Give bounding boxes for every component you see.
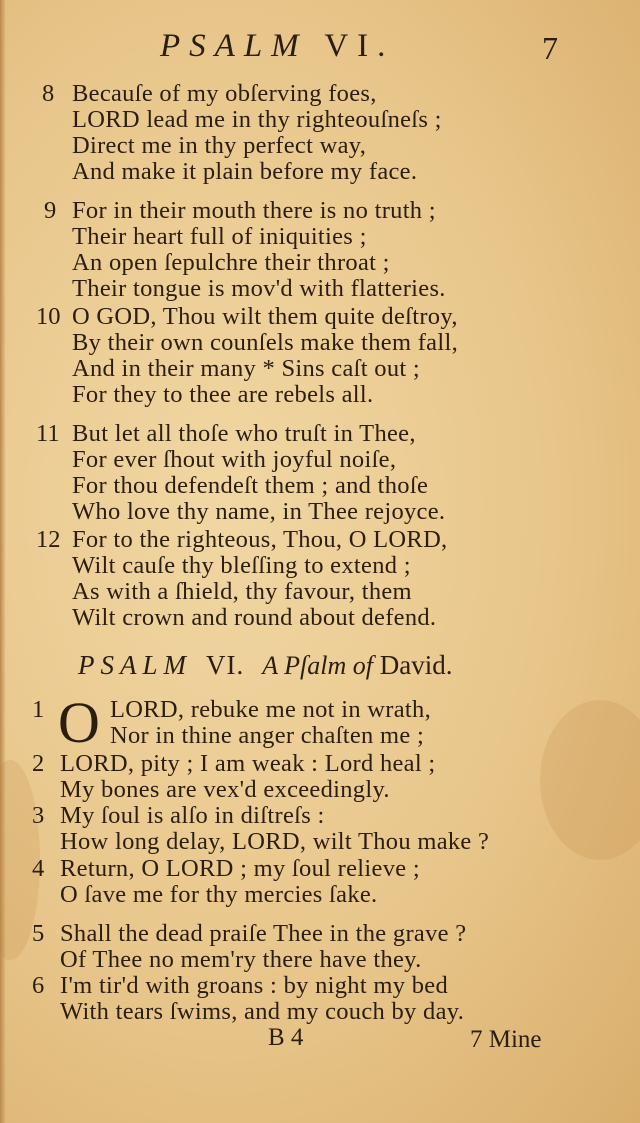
verse-line: Shall the dead praiſe Thee in the grave ?	[60, 920, 467, 947]
verse-line: For to the righteous, Thou, O LORD,	[72, 526, 448, 553]
verse-line: I'm tir'd with groans : by night my bed	[60, 972, 448, 999]
verse-line: O GOD, Thou wilt them quite deſtroy,	[72, 303, 458, 330]
verse-number: 11	[36, 420, 60, 447]
verse-line: By their own counſels make them fall,	[72, 329, 458, 356]
running-title-number: VI.	[324, 28, 395, 64]
verse-line: For ever ſhout with joyful noiſe,	[72, 446, 397, 473]
verse-line: Their tongue is mov'd with flatteries.	[72, 275, 446, 302]
psalm-heading-number: VI.	[206, 650, 245, 680]
verse-number: 5	[32, 920, 45, 947]
verse-line: Of Thee no mem'ry there have they.	[60, 946, 422, 973]
verse-line: For they to thee are rebels all.	[72, 381, 374, 408]
verse-line: Wilt cauſe thy bleſſing to extend ;	[72, 552, 411, 579]
page-footer	[0, 1024, 640, 1060]
verse-line: And make it plain before my face.	[72, 158, 418, 185]
signature-mark: B 4	[268, 1024, 304, 1051]
verse-line: For thou defendeſt them ; and thoſe	[72, 472, 429, 499]
verse-line: Wilt crown and round about defend.	[72, 604, 437, 631]
psalm-heading-author: David.	[379, 650, 453, 680]
verse-line: LORD, rebuke me not in wrath,	[110, 696, 432, 723]
verse-line: Becauſe of my obſerving foes,	[72, 80, 377, 107]
verse-line: Direct me in thy perfect way,	[72, 132, 367, 159]
verse-line: My bones are vex'd exceedingly.	[60, 776, 390, 803]
drop-cap: O	[58, 690, 100, 755]
verse-line: As with a ſhield, thy favour, them	[72, 578, 412, 605]
verse-number: 2	[32, 750, 45, 777]
running-title-word: PSALM	[160, 28, 308, 64]
verse-line: LORD lead me in thy righteouſneſs ;	[72, 106, 442, 133]
verse-number: 8	[42, 80, 55, 107]
foxing-stain	[540, 700, 640, 860]
verse-number: 4	[32, 855, 45, 882]
verse-line: An open ſepulchre their throat ;	[72, 249, 390, 276]
verse-line: And in their many * Sins caſt out ;	[72, 355, 421, 382]
verse-line: For in their mouth there is no truth ;	[72, 197, 436, 224]
verse-line: Who love thy name, in Thee rejoyce.	[72, 498, 446, 525]
verse-number: 9	[44, 197, 57, 224]
catchword: 7 Mine	[470, 1026, 542, 1053]
verse-number: 12	[36, 526, 61, 553]
verse-number: 10	[36, 303, 61, 330]
verse-line: LORD, pity ; I am weak : Lord heal ;	[60, 750, 436, 777]
verse-line: O ſave me for thy mercies ſake.	[60, 881, 378, 908]
running-title	[160, 28, 394, 65]
verse-line: Return, O LORD ; my ſoul relieve ;	[60, 855, 420, 882]
psalm-heading-subtitle: A Pſalm of	[262, 651, 373, 680]
verse-number: 6	[32, 972, 45, 999]
verse-line: With tears ſwims, and my couch by day.	[60, 998, 465, 1025]
page-number: 7	[542, 30, 558, 66]
verse-line: My ſoul is alſo in diſtreſs :	[60, 802, 325, 829]
verse-line: But let all thoſe who truſt in Thee,	[72, 420, 416, 447]
psalm-heading	[78, 650, 578, 686]
verse-line: How long delay, LORD, wilt Thou make ?	[60, 828, 490, 855]
verse-line: Their heart full of iniquities ;	[72, 223, 367, 250]
verse-number: 3	[32, 802, 45, 829]
verse-number: 1	[32, 696, 45, 723]
psalm-heading-title: PSALM	[78, 650, 192, 680]
verse-line: Nor in thine anger chaſten me ;	[110, 722, 425, 749]
page-header	[0, 28, 640, 72]
